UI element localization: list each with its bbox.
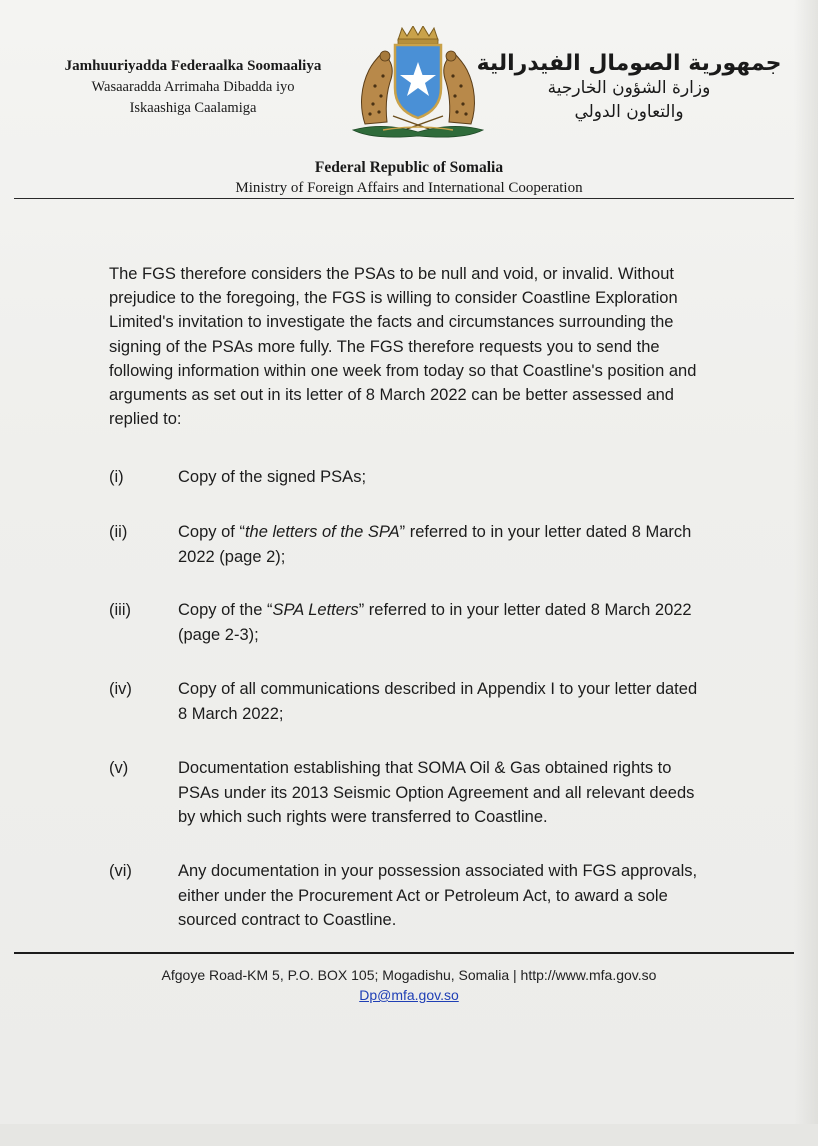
list-item-text: Documentation establishing that SOMA Oil & Gas obtained rights to PSAs under its 2013 Seismic Option Agreement and all relevant deeds by which such rights were transferred to Coastline. [178,759,695,826]
body-paragraph: The FGS therefore considers the PSAs to be null and void, or invalid. Without prejudice to the foregoing, the FGS is willing to consider Coastline Exploration Limited's invitation to investigate the facts and circumstances surrounding the signing of the PSAs more fully. The FGS therefore requests you to send the following information within one week from today so that Coastline's position and arguments as set out in its letter of 8 March 2022 can be better assessed and replied to: [109,265,697,429]
somali-republic-name: Jamhuuriyadda Federaalka Soomaaliya [64,58,322,74]
somali-ministry-name-2: Iskaashiga Caalamiga [129,100,257,116]
list-item-text: Copy of the signed PSAs; [178,468,367,486]
somali-ministry-name-1: Wasaaradda Arrimaha Dibadda iyo [91,79,295,95]
arabic-ministry-name-1: وزارة الشؤون الخارجية [547,78,711,98]
arabic-ministry-name-2: والتعاون الدولي [574,102,684,122]
footer [0,965,818,1005]
list-item-number: (iv) [109,680,132,698]
list-item-text: Copy of “the letters of the SPA” referred to in your letter dated 8 March 2022 (page 2); [178,523,692,566]
footer-email-link[interactable]: Dp@mfa.gov.so [359,987,459,1003]
footer-address: Afgoye Road-KM 5, P.O. BOX 105; Mogadishu, Somalia | http://www.mfa.gov.so [161,967,657,983]
list-item-number: (v) [109,759,129,777]
english-ministry-name: Ministry of Foreign Affairs and International Cooperation [235,180,583,196]
list-item-text: Any documentation in your possession associated with FGS approvals, either under the Procurement Act or Petroleum Act, to award a sole sourced contract to Coastline. [178,862,698,929]
list-item-number: (ii) [109,523,128,541]
footer-divider [14,952,794,954]
list-item-text: Copy of the “SPA Letters” referred to in your letter dated 8 March 2022 (page 2-3); [178,601,692,644]
letterhead-somali [28,56,358,119]
header-divider [14,198,794,199]
letterhead-english [0,158,818,198]
letterhead-arabic [470,52,788,124]
arabic-republic-name: جمهورية الصومال الفيدرالية [476,51,782,76]
english-republic-name: Federal Republic of Somalia [314,159,504,176]
list-item-number: (vi) [109,862,132,880]
list-item-number: (i) [109,468,124,486]
list-item-number: (iii) [109,601,131,619]
page-bottom-margin [0,1124,818,1146]
list-item-text: Copy of all communications described in Appendix I to your letter dated 8 March 2022; [178,680,698,723]
